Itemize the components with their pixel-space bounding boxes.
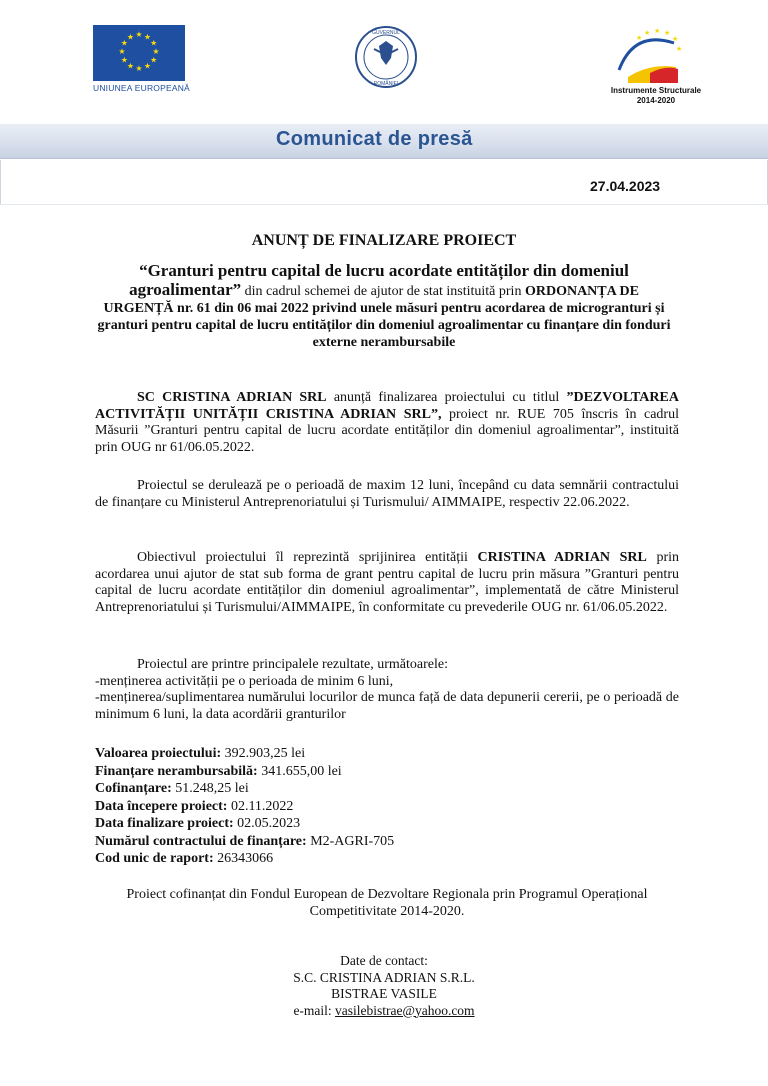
- subtitle-text: din cadrul schemei de ajutor de stat instituită prin: [241, 284, 525, 299]
- svg-text:★: ★: [126, 61, 135, 71]
- detail-row: [95, 745, 679, 763]
- release-date: 27.04.2023: [590, 178, 661, 194]
- page-title: ANUNȚ DE FINALIZARE PROIECT: [251, 232, 517, 249]
- structural-instruments-caption: [596, 86, 716, 106]
- eu-caption: UNIUNEA EUROPEANĂ: [93, 83, 190, 93]
- eu-flag-logo: [93, 25, 185, 81]
- svg-text:★: ★: [118, 47, 126, 56]
- structural-instruments-icon: [614, 25, 684, 87]
- paragraph-duration: Proiectul se derulează pe o perioadă de maxim 12 luni, începând cu data semnării contractului de finanțare cu Ministerul Antreprenoriatului și Turismului/ AIMMAIPE, respectiv 22.06.2022.: [95, 478, 679, 510]
- para3-text2: prin acordarea unui ajutor de stat sub forma de grant pentru capital de lucru prin măsura ”Granturi pentru capital de lucru acordate entităților din domeniul agroalimentar”, implementată de către Ministerul Antreprenoriatului și Turismului/AIMMAIPE, în conformitate cu prevederile OUG nr. 61/06.05.2022.: [95, 550, 679, 615]
- para3-text1: Obiectivul proiectului îl reprezintă sprijinirea entității: [137, 550, 478, 565]
- detail-value: 392.903,25 lei: [221, 746, 306, 761]
- project-details: [95, 745, 679, 868]
- contact-email-line: [0, 1003, 768, 1020]
- subtitle: [95, 262, 673, 351]
- detail-label: Data finalizare proiect:: [95, 816, 234, 831]
- svg-text:★: ★: [672, 35, 679, 43]
- detail-label: Cofinanțare:: [95, 781, 172, 796]
- detail-label: Cod unic de raport:: [95, 851, 214, 866]
- detail-label: Finanțare nerambursabilă:: [95, 763, 258, 779]
- cofinance-note: Proiect cofinanțat din Fondul European de Dezvoltare Regionala prin Programul Operațional Competitivitate 2014-2020.: [126, 887, 648, 919]
- svg-text:★: ★: [636, 34, 643, 42]
- contact-block: [0, 953, 768, 1019]
- romania-coat-of-arms-icon: [354, 25, 418, 89]
- subtitle-ordinance: ORDONANȚA DE URGENȚĂ: [103, 284, 639, 316]
- para3-company: CRISTINA ADRIAN SRL: [477, 550, 647, 565]
- frame-bottom-line: [0, 204, 768, 205]
- paragraph-objective: [95, 550, 679, 616]
- results-intro: Proiectul are printre principalele rezultate, următoarele:: [137, 657, 448, 672]
- struct-caption-line1: Instrumente Structurale: [610, 86, 702, 95]
- svg-text:★: ★: [126, 32, 135, 42]
- email-link[interactable]: vasilebistrae@yahoo.com: [335, 1002, 475, 1018]
- banner-divider: [0, 158, 768, 159]
- detail-label: Valoarea proiectului:: [95, 746, 222, 761]
- eu-stars-icon: [93, 25, 185, 81]
- project-title: ”DEZVOLTAREA ACTIVITĂȚII UNITĂȚII CRISTINA ADRIAN SRL”,: [95, 390, 679, 422]
- struct-caption-line2: 2014-2020: [636, 96, 676, 105]
- paragraph-announcement: [95, 390, 679, 456]
- detail-row: [95, 798, 679, 816]
- structural-instruments-logo: [614, 25, 684, 87]
- svg-text:★: ★: [143, 32, 152, 42]
- detail-value: 341.655,00 lei: [257, 763, 342, 779]
- banner-title: Comunicat de presă: [276, 128, 473, 150]
- svg-text:★: ★: [152, 47, 160, 56]
- detail-value: 51.248,25 lei: [171, 781, 249, 796]
- seal-text-bottom: ROMÂNIEI: [373, 81, 399, 87]
- svg-text:★: ★: [664, 29, 671, 37]
- detail-row: [95, 780, 679, 798]
- detail-value: 02.11.2022: [227, 798, 294, 814]
- detail-label: Data începere proiect:: [95, 798, 228, 814]
- result-item-1: -menținerea activității pe o perioada de minim 6 luni,: [95, 673, 394, 689]
- detail-label: Numărul contractului de finanțare:: [95, 833, 307, 849]
- svg-text:★: ★: [135, 30, 143, 39]
- seal-text-top: GUVERNUL: [372, 30, 400, 36]
- svg-text:★: ★: [676, 45, 683, 53]
- detail-row: [95, 763, 679, 781]
- contact-heading: Date de contact:: [340, 953, 428, 968]
- paragraph-results: [95, 657, 679, 723]
- svg-text:★: ★: [654, 27, 661, 35]
- email-label: e-mail:: [293, 1002, 336, 1018]
- svg-text:★: ★: [644, 29, 651, 37]
- svg-text:★: ★: [150, 55, 158, 65]
- svg-text:★: ★: [120, 38, 128, 48]
- detail-row: [95, 833, 679, 851]
- frame-left-line: [0, 160, 1, 204]
- svg-text:★: ★: [150, 38, 158, 48]
- svg-text:★: ★: [120, 55, 128, 65]
- contact-company: S.C. CRISTINA ADRIAN S.R.L.: [293, 969, 475, 985]
- para1-text1: anunță finalizarea proiectului cu titlul: [326, 390, 567, 405]
- company-name: SC CRISTINA ADRIAN SRL: [137, 390, 327, 405]
- para1-text2: proiect nr. RUE 705 înscris în cadrul Măsurii ”Granturi pentru capital de lucru acordate entităților din domeniul agroalimentar”, instituită prin OUG nr 61/06.05.2022.: [95, 406, 679, 455]
- detail-row: [95, 815, 679, 833]
- detail-value: 02.05.2023: [233, 816, 301, 831]
- government-seal-logo: [354, 25, 418, 89]
- svg-text:★: ★: [143, 61, 152, 71]
- detail-value: 26343066: [213, 851, 274, 866]
- result-item-2: -menținerea/suplimentarea numărului locurilor de munca față de data depunerii cererii, pe o perioadă de minimum 6 luni, la data acordării granturilor: [95, 690, 679, 722]
- subtitle-program-name: “Granturi pentru capital de lucru acordate entităților din domeniul agroalimentar”: [129, 261, 629, 299]
- subtitle-rest: nr. 61 din 06 mai 2022 privind unele măsuri pentru acordarea de microgranturi și granturi pentru capital de lucru entităților din domeniul agroalimentar cu finanțare din fonduri externe nerambursabile: [97, 301, 671, 350]
- contact-person: BISTRAE VASILE: [331, 986, 437, 1001]
- detail-value: M2-AGRI-705: [306, 833, 395, 849]
- detail-row: [95, 850, 679, 868]
- svg-text:★: ★: [135, 64, 143, 73]
